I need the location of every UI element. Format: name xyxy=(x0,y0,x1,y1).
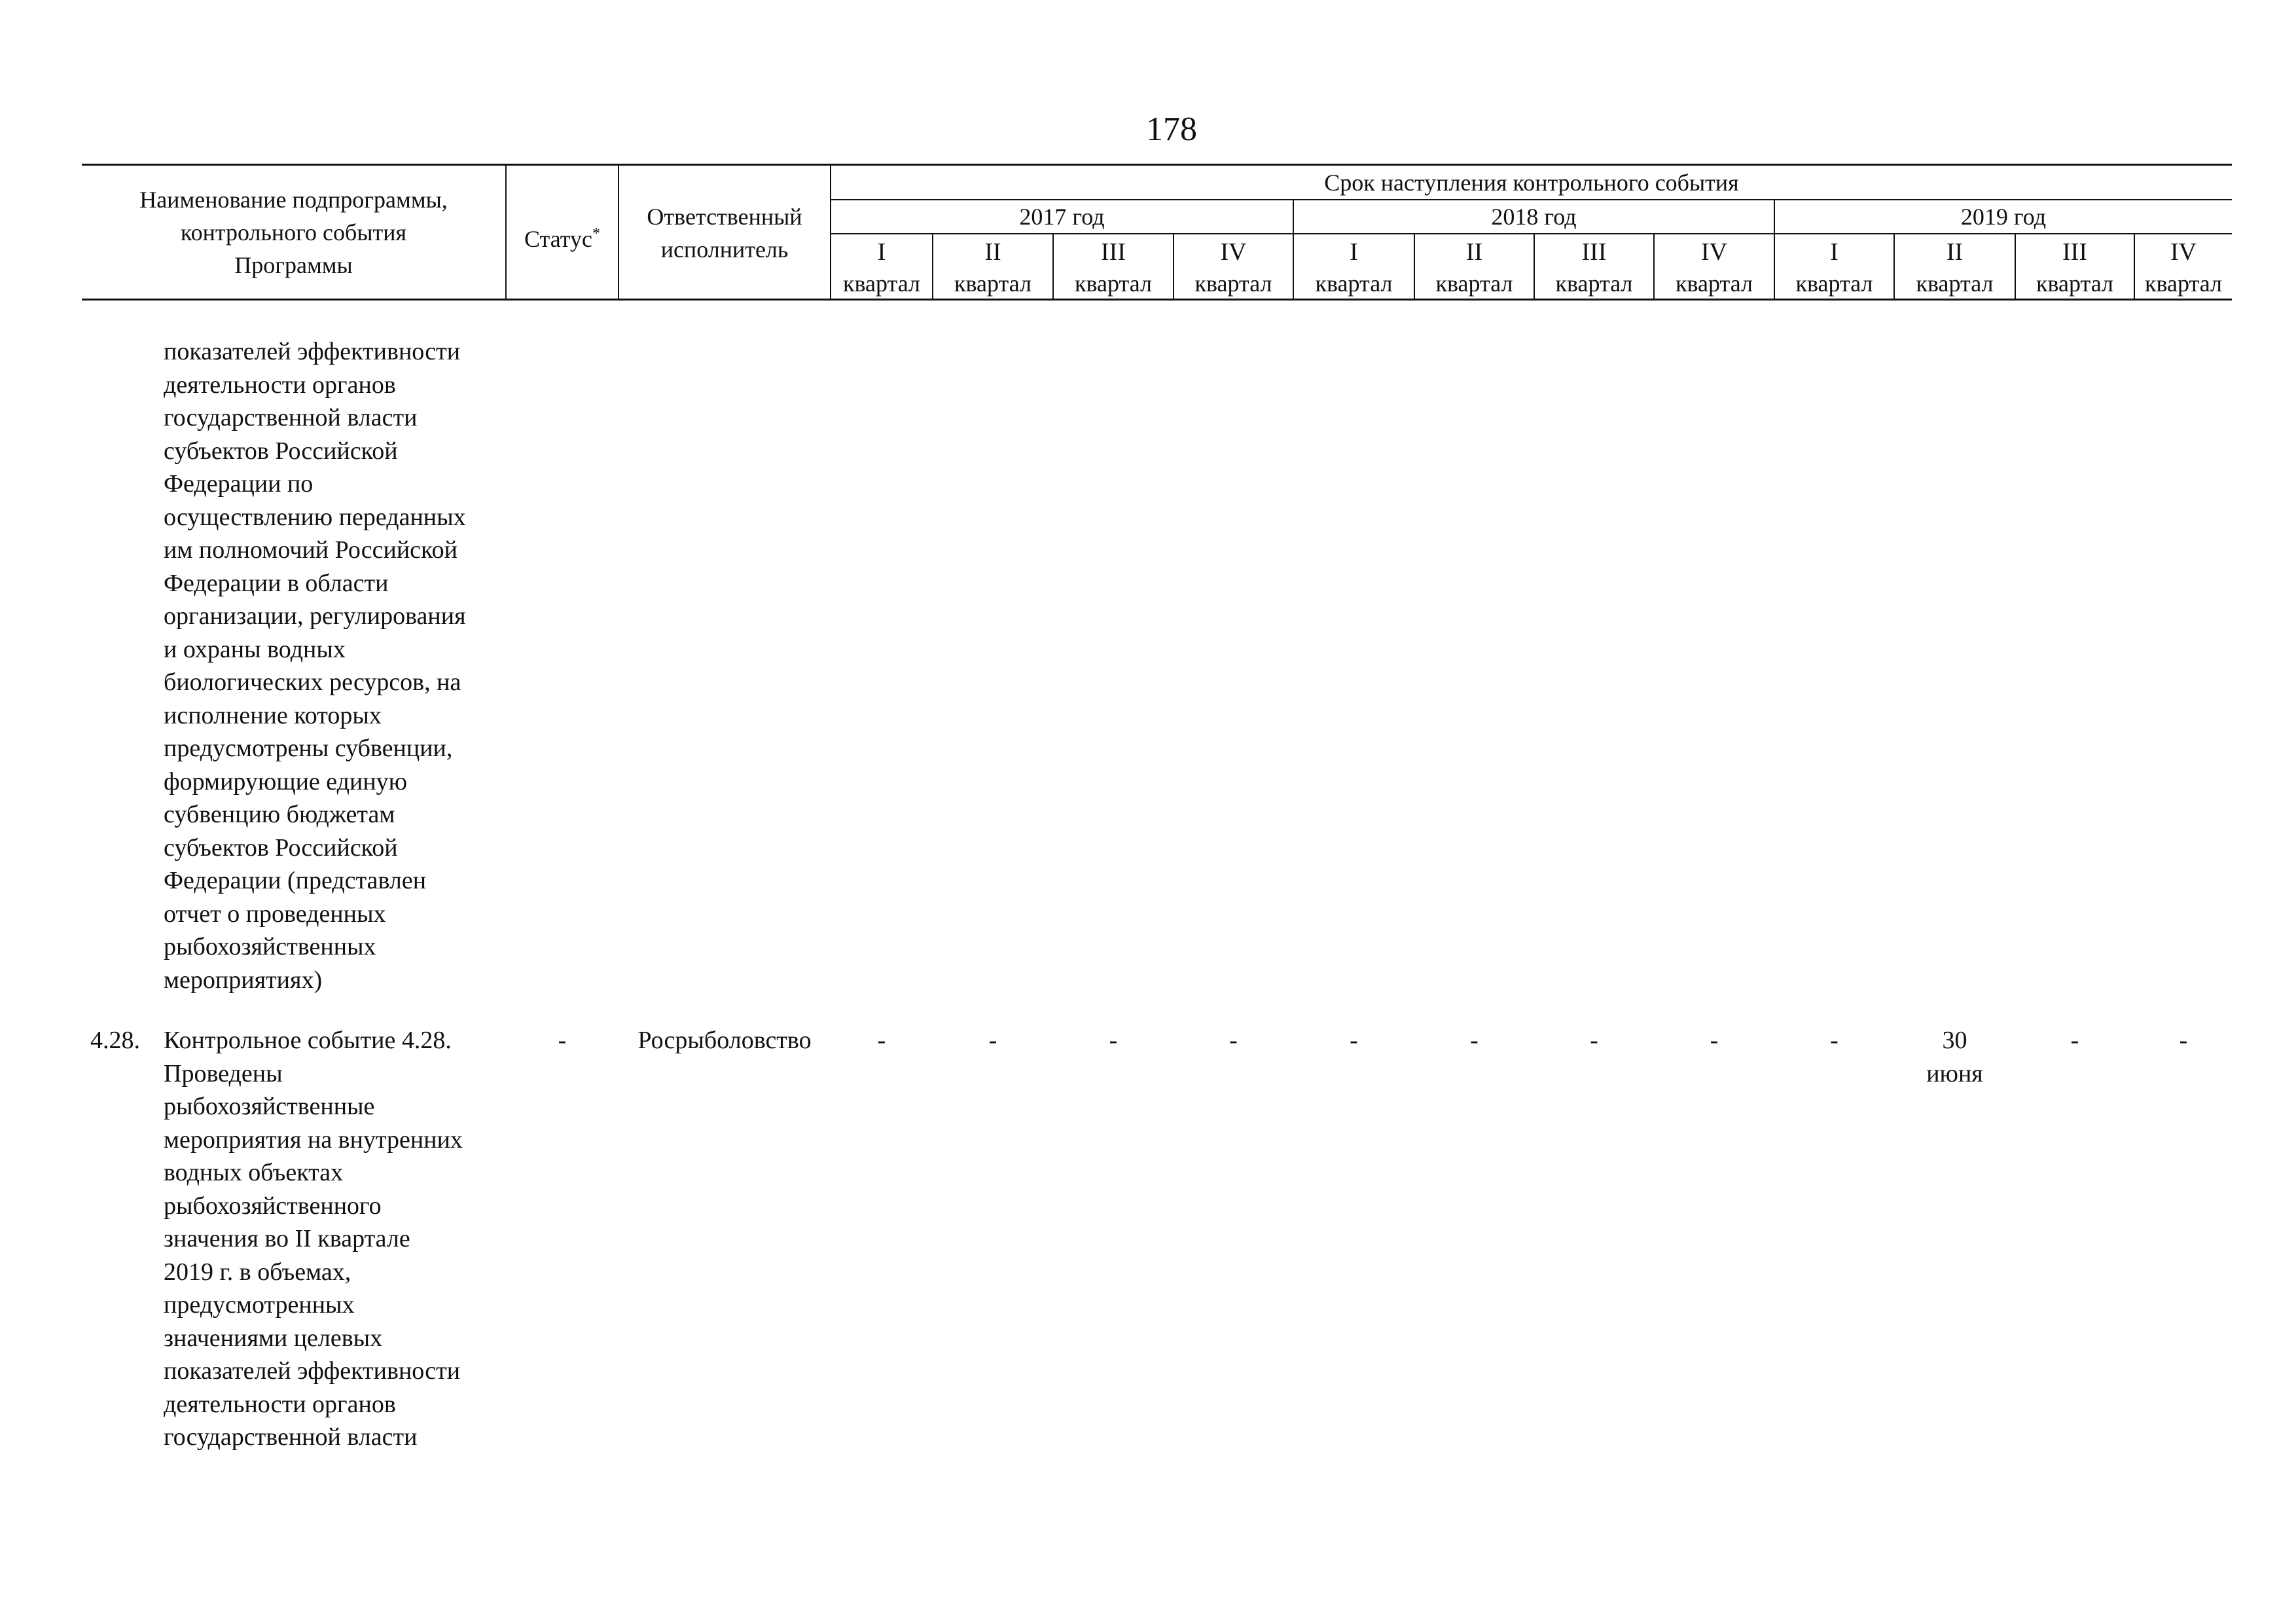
quarter-word: квартал xyxy=(1676,270,1753,297)
header-name-col: Наименование подпрограммы, контрольного события Программы xyxy=(139,187,448,278)
quarter-word: квартал xyxy=(1916,270,1994,297)
quarter-word: квартал xyxy=(843,270,920,297)
quarter-numeral: II xyxy=(1946,238,1964,266)
quarter-numeral: I xyxy=(1350,238,1358,266)
quarter-value: - xyxy=(1590,1027,1598,1054)
quarter-word: квартал xyxy=(1075,270,1152,297)
quarter-numeral: IV xyxy=(2170,238,2197,266)
row-number: 4.28. xyxy=(90,1027,140,1054)
header-status-col: Статус* xyxy=(524,225,600,252)
header-year-2018: 2018 год xyxy=(1491,204,1577,230)
quarter-value: - xyxy=(1350,1027,1358,1054)
quarter-numeral: III xyxy=(1581,238,1607,266)
quarter-word: квартал xyxy=(2036,270,2113,297)
row-status: - xyxy=(558,1027,567,1054)
quarter-numeral: II xyxy=(984,238,1001,266)
quarter-value: - xyxy=(1229,1027,1238,1054)
quarter-numeral: I xyxy=(1830,238,1839,266)
quarter-word: квартал xyxy=(1555,270,1633,297)
row-name-text: Контрольное событие 4.28. Проведены рыбохозяйственные мероприятия на внутренних водных объектах рыбохозяйственного значения во II квартале 2019 г. в объемах, предусмотренных значениями целевых показателей эффективности деятельности органов государственной власти xyxy=(164,1027,463,1451)
quarter-value: - xyxy=(988,1027,997,1054)
row-executor: Росрыболовство xyxy=(637,1027,812,1054)
years-rule xyxy=(830,233,2232,234)
quarter-value: - xyxy=(2070,1027,2079,1054)
quarter-value: - xyxy=(877,1027,886,1054)
quarter-numeral: I xyxy=(877,238,886,266)
quarter-value: - xyxy=(2179,1027,2188,1054)
quarter-numeral: III xyxy=(2062,238,2087,266)
quarter-word: квартал xyxy=(954,270,1031,297)
header-year-2017: 2017 год xyxy=(1019,204,1105,230)
header-deadline-title: Срок наступления контрольного события xyxy=(1324,170,1739,196)
continued-row-text: показателей эффективности деятельности органов государственной власти субъектов Российской Федерации по осуществлению переданных им полномочий Российской Федерации в области организации, регулирования и охраны водных биологических ресурсов, на исполнение которых предусмотрены субвенции, формирующие единую субвенцию бюджетам субъектов Российской Федерации (представлен отчет о проведенных рыбохозяйственных мероприятиях) xyxy=(164,338,466,994)
header-year-2019: 2019 год xyxy=(1960,204,2047,230)
quarter-value: - xyxy=(1830,1027,1839,1054)
header-top-rule xyxy=(82,164,2232,166)
quarter-word: квартал xyxy=(2145,270,2222,297)
header-executor-col: Ответственный исполнитель xyxy=(647,204,802,263)
quarter-word: квартал xyxy=(1435,270,1513,297)
quarter-value-deadline: 30 июня xyxy=(1926,1027,1983,1087)
quarter-numeral: III xyxy=(1101,238,1126,266)
header-bottom-rule xyxy=(82,299,2232,301)
quarter-word: квартал xyxy=(1315,270,1393,297)
quarter-numeral: IV xyxy=(1220,238,1247,266)
page-number: 178 xyxy=(1146,111,1197,148)
quarter-numeral: II xyxy=(1465,238,1483,266)
quarter-numeral: IV xyxy=(1700,238,1728,266)
quarter-value: - xyxy=(1470,1027,1479,1054)
quarter-word: квартал xyxy=(1795,270,1873,297)
quarter-value: - xyxy=(1710,1027,1719,1054)
quarter-word: квартал xyxy=(1194,270,1272,297)
quarter-value: - xyxy=(1109,1027,1118,1054)
